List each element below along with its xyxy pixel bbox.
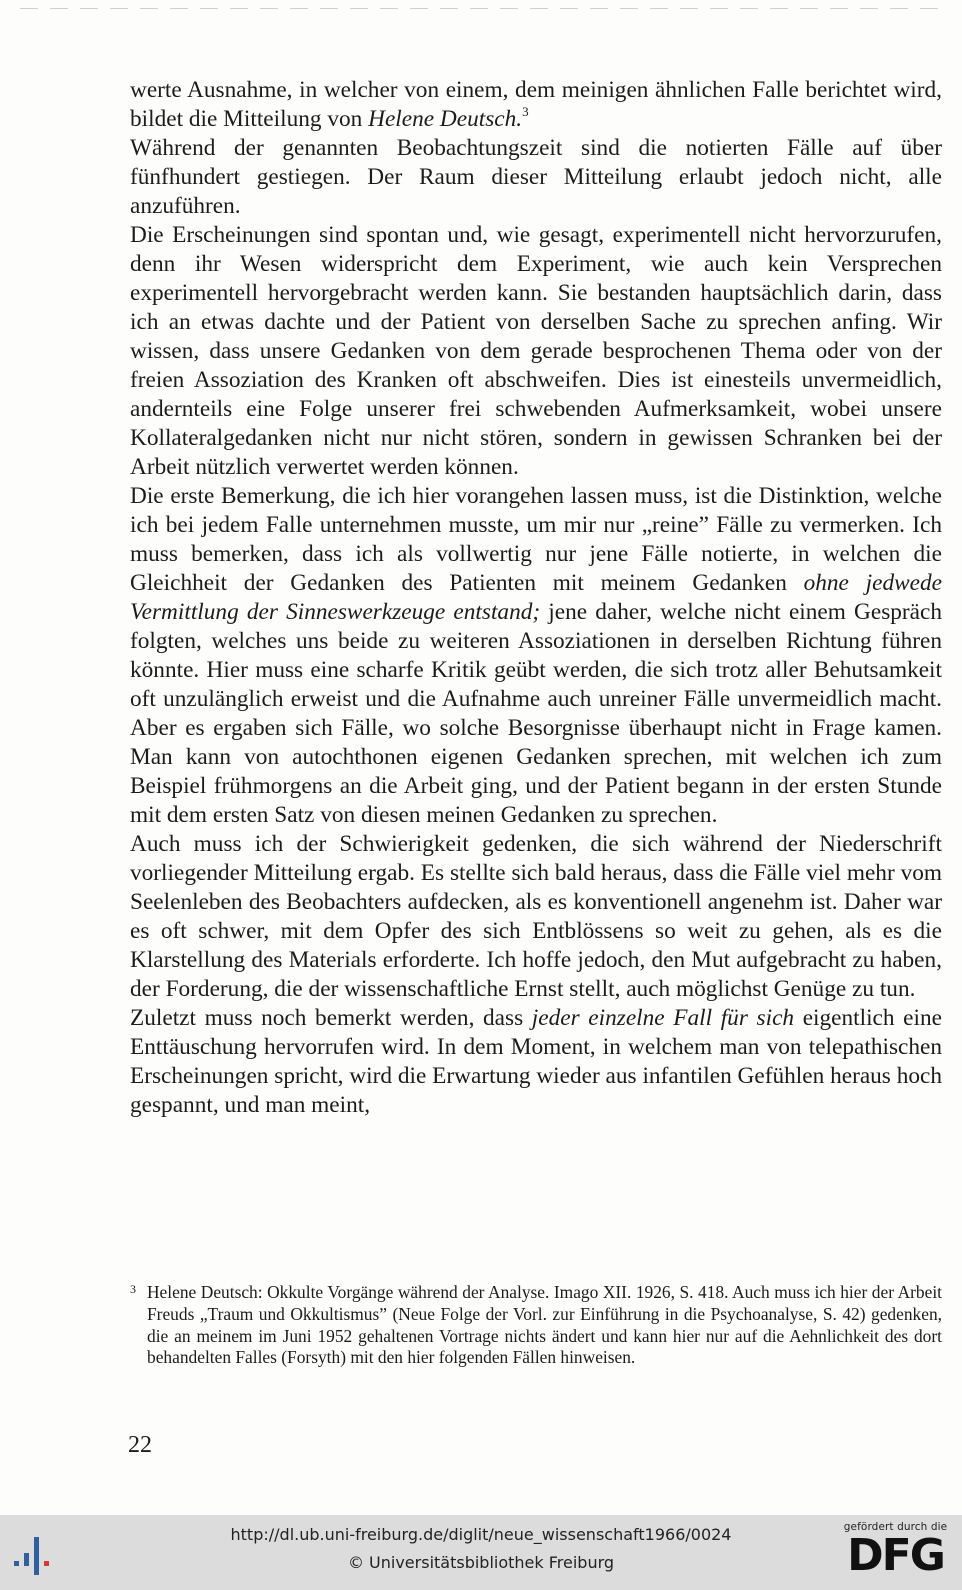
italic-text: ohne jedwede Vermittlung der Sinneswerkzeuge entstand; <box>130 570 942 625</box>
body-text <box>130 76 942 1120</box>
footnote <box>130 1282 942 1369</box>
dfg-caption: gefördert durch die <box>843 1521 948 1533</box>
footnote-text: Helene Deutsch: Okkulte Vorgänge während der Analyse. Imago XII. 1926, S. 418. Auch muss ich hier der Arbeit Freuds „Traum und Okkultismus” (Neue Folge der Vorl. zur Einführung in die Psychoanalyse, S. 42) gedenken, die an meinem im Juni 1952 gehaltenen Vortrage nichts ändert und kann hier nur auf die Aehnlichkeit des dort behandelten Falles (Forsyth) mit den hier folgenden Fällen hinweisen. <box>147 1282 942 1368</box>
text-run: eigentlich eine Enttäuschung hervorrufen wird. In dem Moment, in welchem man von telepathischen Erscheinungen spricht, wird die Erwartung wieder aus infantilen Gefühlen heraus hoch gespannt, und man meint, <box>130 1005 942 1118</box>
text-run: werte Ausnahme, in welcher von einem, dem meinigen ähnlichen Falle berichtet wird, bildet die Mitteilung von <box>130 77 942 132</box>
paragraph <box>130 76 942 134</box>
italic-text: jeder einzelne Fall für sich <box>531 1005 795 1031</box>
italic-text: Helene Deutsch. <box>368 106 523 132</box>
text-run: Während der genannten Beobachtungszeit sind die notierten Fälle auf über fünfhundert gestiegen. Der Raum dieser Mitteilung erlaubt jedoch nicht, alle anzuführen. <box>130 135 942 219</box>
text-run: Die erste Bemerkung, die ich hier vorangehen lassen muss, ist die Distinktion, welche ich bei jedem Falle unternehmen musste, um mir nur „reine” Fälle zu vermerken. Ich muss bemerken, dass ich als vollwertig nur jene Fälle notierte, in welchen die Gleichheit der Gedanken des Patienten mit meinem Gedanken <box>130 483 942 596</box>
text-run: Auch muss ich der Schwierigkeit gedenken, die sich während der Niederschrift vorliegender Mitteilung ergab. Es stellte sich bald heraus, dass die Fälle viel mehr vom Seelenleben des Beobachters aufdecken, als es konventionell angenehm ist. Daher war es oft schwer, mit dem Opfer des sich Entblössens so weit zu gehen, als es die Klarstellung des Materials erforderte. Ich hoffe jedoch, den Mut aufgebracht zu haben, der Forderung, die der wissenschaftliche Ernst stellt, auch möglichst Genüge zu tun. <box>130 831 942 1002</box>
paragraph <box>130 1004 942 1120</box>
paragraph <box>130 482 942 830</box>
text-run: Die Erscheinungen sind spontan und, wie gesagt, experimentell nicht hervorzurufen, denn ihr Wesen widerspricht dem Experiment, wie auch kein Versprechen experimentell hervorgebracht werden kann. Sie bestanden hauptsächlich darin, dass ich an etwas dachte und der Patient von derselben Sache zu sprechen anfing. Wir wissen, dass unsere Gedanken von dem gerade besprochenen Thema oder von der freien Assoziation des Kranken oft abschweifen. Dies ist einesteils unvermeidlich, andernteils eine Folge unserer frei schwebenden Aufmerksamkeit, wobei unsere Kollateralgedanken nicht nur nicht stören, sondern in gewissen Schranken bei der Arbeit nützlich verwertet werden können. <box>130 222 942 480</box>
footnote-reference: 3 <box>522 104 529 119</box>
page-edge-artifact <box>20 8 942 9</box>
dfg-logo-text: DFG <box>847 1530 944 1581</box>
page-number: 22 <box>128 1432 152 1458</box>
text-run: jene daher, welche nicht einem Gespräch folgten, welches uns beide zu weiteren Assoziationen in derselben Richtung führen könnte. Hier muss eine scharfe Kritik geübt werden, die sich trotz aller Behutsamkeit oft unzulänglich erweist und die Aufnahme auch unreiner Fälle unvermeidlich macht. Aber es ergaben sich Fälle, wo solche Besorgnisse überhaupt nicht in Frage kamen. Man kann von autochthonen eigenen Gedanken sprechen, mit welchen ich zum Beispiel frühmorgens an die Arbeit ging, und der Patient begann in der ersten Stunde mit dem ersten Satz von diesen meinen Gedanken zu sprechen. <box>130 599 943 828</box>
paragraph <box>130 830 942 1004</box>
source-url-link[interactable]: http://dl.ub.uni-freiburg.de/diglit/neue_wissenschaft1966/0024 <box>230 1525 732 1544</box>
text-run: Zuletzt muss noch bemerkt werden, dass <box>130 1005 532 1031</box>
copyright-notice: © Universitätsbibliothek Freiburg <box>347 1553 615 1572</box>
paragraph <box>130 134 942 221</box>
footnote-marker: 3 <box>130 1282 136 1296</box>
dfg-logo <box>838 1521 953 1585</box>
footer-bar <box>0 1515 962 1590</box>
paragraph <box>130 221 942 482</box>
